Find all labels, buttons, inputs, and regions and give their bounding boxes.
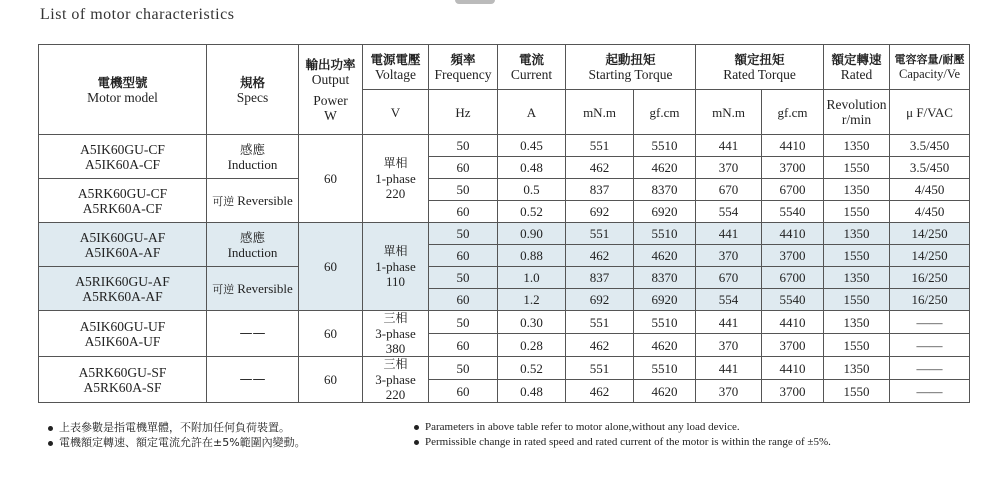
voltage-phase: 3-phase [375, 326, 416, 341]
rated-speed-cell: 1350 [824, 311, 890, 334]
rated-speed-cell: 1350 [824, 223, 890, 245]
header-capacity-en: Capacity/Ve [898, 67, 961, 81]
rated-torque-mnm-cell: 441 [696, 135, 762, 157]
table-row [39, 357, 970, 380]
motor-model: A5IK60GU-UF [79, 318, 166, 334]
frequency-cell: 50 [429, 311, 498, 334]
capacity-cell: 14/250 [890, 245, 970, 267]
current-cell: 0.45 [498, 135, 566, 157]
current-cell: 1.2 [498, 289, 566, 311]
capacity-cell: —— [890, 357, 970, 380]
voltage-value: 220 [385, 387, 406, 402]
frequency-cell: 50 [429, 267, 498, 289]
current-cell: 0.52 [498, 201, 566, 223]
header-current-en: Current [510, 67, 553, 82]
table-row [39, 135, 970, 157]
frequency-cell: 50 [429, 357, 498, 380]
header-rated-torque-mnm: mN.m [696, 90, 762, 135]
output-power-cell: 60 [299, 311, 363, 357]
rated-torque-mnm-cell: 370 [696, 334, 762, 357]
starting-torque-gfcm-cell: 6920 [634, 201, 696, 223]
header-output-zh: 輸出功率 [305, 56, 356, 72]
header-rated-speed-unit-text: r/min [841, 112, 872, 127]
note-zh-2-text: 電機額定轉速、額定電流允許在±5%範圍內變動。 [59, 436, 306, 449]
capacity-cell: 4/450 [890, 179, 970, 201]
starting-torque-mnm-cell: 837 [566, 179, 634, 201]
motor-model-cell [39, 357, 207, 403]
rated-speed-cell: 1550 [824, 334, 890, 357]
voltage-zh: 三相 [383, 357, 408, 371]
voltage-zh: 單相 [383, 244, 408, 258]
header-starting-torque-mnm: mN.m [566, 90, 634, 135]
voltage-phase: 1-phase [375, 171, 416, 186]
capacity-cell: 16/250 [890, 267, 970, 289]
motor-model: A5RK60GU-CF [77, 185, 168, 201]
table-row [39, 267, 970, 289]
spec-en: Reversible [237, 192, 293, 208]
header-frequency-en: Frequency [434, 67, 492, 82]
starting-torque-mnm-cell: 551 [566, 223, 634, 245]
capacity-cell: 3.5/450 [890, 157, 970, 179]
frequency-cell: 60 [429, 201, 498, 223]
rated-torque-mnm-cell: 370 [696, 380, 762, 403]
rated-speed-cell: 1350 [824, 357, 890, 380]
header-output-en2: Power [313, 92, 348, 108]
page-title: List of motor characteristics [40, 6, 235, 23]
current-cell: 0.90 [498, 223, 566, 245]
spec-cell [207, 267, 299, 311]
note-en-2-text: Permissible change in rated speed and rated current of the motor is within the range of ±5%. [425, 436, 831, 448]
note-en-1 [414, 420, 831, 435]
spec-en: Reversible [237, 280, 293, 296]
starting-torque-mnm-cell: 692 [566, 289, 634, 311]
starting-torque-gfcm-cell: 6920 [634, 289, 696, 311]
motor-model-cell [39, 135, 207, 179]
spec-cell [207, 179, 299, 223]
table-row [39, 179, 970, 201]
rated-torque-mnm-cell: 554 [696, 289, 762, 311]
rated-torque-mnm-cell: 670 [696, 267, 762, 289]
decorative-top-mark [455, 0, 495, 4]
rated-torque-mnm-cell: 441 [696, 223, 762, 245]
starting-torque-gfcm-cell: 4620 [634, 157, 696, 179]
motor-model: A5IK60A-CF [84, 156, 160, 172]
table-body [39, 135, 970, 403]
voltage-phase: 3-phase [375, 372, 416, 387]
spec-dash: —— [239, 326, 266, 341]
starting-torque-gfcm-cell: 8370 [634, 179, 696, 201]
starting-torque-mnm-cell: 551 [566, 357, 634, 380]
current-cell: 0.88 [498, 245, 566, 267]
voltage-value: 110 [385, 274, 406, 289]
header-voltage [363, 45, 429, 90]
rated-torque-gfcm-cell: 3700 [762, 380, 824, 403]
spec-zh: 感應 [239, 229, 265, 245]
motor-characteristics-table [38, 44, 970, 403]
starting-torque-mnm-cell: 692 [566, 201, 634, 223]
motor-model: A5IK60GU-CF [80, 141, 165, 157]
current-cell: 0.5 [498, 179, 566, 201]
rated-torque-gfcm-cell: 4410 [762, 357, 824, 380]
rated-torque-gfcm-cell: 3700 [762, 334, 824, 357]
note-en-2 [414, 435, 831, 450]
header-model-zh: 電機型號 [97, 74, 148, 90]
spec-cell [207, 135, 299, 179]
rated-torque-gfcm-cell: 5540 [762, 289, 824, 311]
motor-model-cell [39, 311, 207, 357]
voltage-zh: 三相 [383, 311, 408, 325]
header-capacity-unit: μ F/VAC [890, 90, 970, 135]
header-specs-zh: 規格 [239, 74, 265, 90]
header-specs [207, 45, 299, 135]
capacity-cell: 16/250 [890, 289, 970, 311]
header-rated-speed-zh: 額定轉速 [831, 52, 882, 67]
current-cell: 0.28 [498, 334, 566, 357]
rated-speed-cell: 1550 [824, 289, 890, 311]
notes-chinese [48, 420, 306, 450]
frequency-cell: 50 [429, 223, 498, 245]
header-frequency-zh: 頻率 [450, 52, 476, 67]
capacity-cell: 3.5/450 [890, 135, 970, 157]
starting-torque-mnm-cell: 837 [566, 267, 634, 289]
output-power-cell: 60 [299, 223, 363, 311]
voltage-value: 380 [385, 341, 406, 356]
header-rated-torque-zh: 額定扭矩 [734, 52, 785, 67]
current-cell: 0.30 [498, 311, 566, 334]
rated-torque-mnm-cell: 370 [696, 157, 762, 179]
rated-torque-gfcm-cell: 3700 [762, 245, 824, 267]
frequency-cell: 50 [429, 135, 498, 157]
capacity-cell: 14/250 [890, 223, 970, 245]
table-row [39, 223, 970, 245]
starting-torque-gfcm-cell: 5510 [634, 223, 696, 245]
header-starting-torque-en: Starting Torque [588, 67, 673, 82]
motor-model-cell [39, 223, 207, 267]
starting-torque-gfcm-cell: 4620 [634, 380, 696, 403]
frequency-cell: 60 [429, 380, 498, 403]
header-rated-speed-en2: Revolution [826, 97, 887, 112]
rated-torque-gfcm-cell: 5540 [762, 201, 824, 223]
rated-speed-cell: 1350 [824, 267, 890, 289]
header-current-zh: 電流 [518, 52, 544, 67]
spec-cell [207, 311, 299, 357]
header-voltage-unit: V [363, 90, 429, 135]
rated-torque-gfcm-cell: 3700 [762, 157, 824, 179]
header-rated-torque-en: Rated Torque [723, 67, 796, 82]
header-model [39, 45, 207, 135]
starting-torque-mnm-cell: 462 [566, 380, 634, 403]
starting-torque-mnm-cell: 462 [566, 157, 634, 179]
note-zh-2 [48, 435, 306, 450]
header-starting-torque [566, 45, 696, 90]
rated-speed-cell: 1550 [824, 380, 890, 403]
rated-torque-gfcm-cell: 4410 [762, 311, 824, 334]
frequency-cell: 60 [429, 334, 498, 357]
starting-torque-mnm-cell: 551 [566, 135, 634, 157]
bullet-icon [48, 441, 53, 446]
current-cell: 0.48 [498, 380, 566, 403]
voltage-cell [363, 135, 429, 223]
header-frequency-unit: Hz [429, 90, 498, 135]
header-frequency [429, 45, 498, 90]
starting-torque-mnm-cell: 462 [566, 245, 634, 267]
header-rated-torque [696, 45, 824, 90]
header-output-en1: Output [311, 71, 350, 87]
motor-model: A5IK60A-UF [84, 333, 161, 349]
motor-model: A5RK60GU-SF [78, 364, 167, 380]
rated-speed-cell: 1350 [824, 135, 890, 157]
capacity-cell: 4/450 [890, 201, 970, 223]
motor-model: A5RK60A-CF [82, 200, 163, 216]
voltage-cell [363, 223, 429, 311]
bullet-icon [414, 425, 419, 430]
voltage-zh: 單相 [383, 156, 408, 170]
motor-model: A5IK60A-AF [84, 244, 161, 260]
spec-dash: —— [239, 372, 266, 387]
capacity-cell: —— [890, 334, 970, 357]
rated-speed-cell: 1350 [824, 179, 890, 201]
rated-torque-mnm-cell: 370 [696, 245, 762, 267]
rated-torque-mnm-cell: 441 [696, 357, 762, 380]
starting-torque-gfcm-cell: 4620 [634, 334, 696, 357]
header-voltage-zh: 電源電壓 [370, 52, 421, 67]
header-current [498, 45, 566, 90]
voltage-value: 220 [385, 186, 406, 201]
output-power-cell: 60 [299, 357, 363, 403]
notes-english [414, 420, 831, 450]
spec-cell [207, 357, 299, 403]
frequency-cell: 60 [429, 157, 498, 179]
header-capacity-zh: 電容容量/耐壓 [894, 53, 965, 66]
header-rated-speed-unit [824, 90, 890, 135]
bullet-icon [414, 440, 419, 445]
frequency-cell: 60 [429, 245, 498, 267]
voltage-cell [363, 357, 429, 403]
rated-torque-mnm-cell: 670 [696, 179, 762, 201]
starting-torque-mnm-cell: 551 [566, 311, 634, 334]
header-rated-speed-en1: Rated [840, 67, 873, 82]
capacity-cell: —— [890, 311, 970, 334]
spec-cell [207, 223, 299, 267]
voltage-phase: 1-phase [375, 259, 416, 274]
starting-torque-gfcm-cell: 4620 [634, 245, 696, 267]
header-model-en: Motor model [87, 89, 158, 105]
header-voltage-en: Voltage [375, 67, 416, 82]
spec-zh: 可逆 [212, 282, 235, 296]
header-specs-en: Specs [236, 89, 269, 105]
rated-speed-cell: 1550 [824, 157, 890, 179]
starting-torque-mnm-cell: 462 [566, 334, 634, 357]
rated-torque-mnm-cell: 554 [696, 201, 762, 223]
current-cell: 0.48 [498, 157, 566, 179]
note-zh-1 [48, 420, 306, 435]
spec-en: Induction [227, 156, 278, 172]
starting-torque-gfcm-cell: 5510 [634, 357, 696, 380]
starting-torque-gfcm-cell: 8370 [634, 267, 696, 289]
motor-model-cell [39, 267, 207, 311]
rated-torque-gfcm-cell: 6700 [762, 179, 824, 201]
rated-torque-gfcm-cell: 6700 [762, 267, 824, 289]
rated-torque-mnm-cell: 441 [696, 311, 762, 334]
motor-model-cell [39, 179, 207, 223]
spec-zh: 感應 [239, 141, 265, 157]
frequency-cell: 50 [429, 179, 498, 201]
header-rated-speed [824, 45, 890, 90]
header-rated-torque-gfcm: gf.cm [762, 90, 824, 135]
header-output [299, 45, 363, 135]
capacity-cell: —— [890, 380, 970, 403]
spec-en: Induction [227, 244, 278, 260]
header-starting-torque-zh: 起動扭矩 [605, 52, 656, 67]
rated-torque-gfcm-cell: 4410 [762, 135, 824, 157]
motor-model: A5RK60A-SF [83, 379, 162, 395]
current-cell: 0.52 [498, 357, 566, 380]
voltage-cell [363, 311, 429, 357]
note-zh-1-text: 上表參數是指電機單體，不附加任何負荷裝置。 [59, 421, 290, 434]
rated-torque-gfcm-cell: 4410 [762, 223, 824, 245]
header-starting-torque-gfcm: gf.cm [634, 90, 696, 135]
frequency-cell: 60 [429, 289, 498, 311]
rated-speed-cell: 1550 [824, 245, 890, 267]
motor-model: A5IK60GU-AF [79, 229, 166, 245]
motor-model: A5RIK60GU-AF [75, 273, 170, 289]
table-row [39, 311, 970, 334]
rated-speed-cell: 1550 [824, 201, 890, 223]
bullet-icon [48, 426, 53, 431]
starting-torque-gfcm-cell: 5510 [634, 135, 696, 157]
header-current-unit: A [498, 90, 566, 135]
header-output-unit: W [324, 107, 337, 123]
motor-model: A5RK60A-AF [82, 288, 163, 304]
note-en-1-text: Parameters in above table refer to motor alone,without any load device. [425, 421, 740, 433]
current-cell: 1.0 [498, 267, 566, 289]
header-capacity [890, 45, 970, 90]
starting-torque-gfcm-cell: 5510 [634, 311, 696, 334]
output-power-cell: 60 [299, 135, 363, 223]
spec-zh: 可逆 [212, 194, 235, 208]
